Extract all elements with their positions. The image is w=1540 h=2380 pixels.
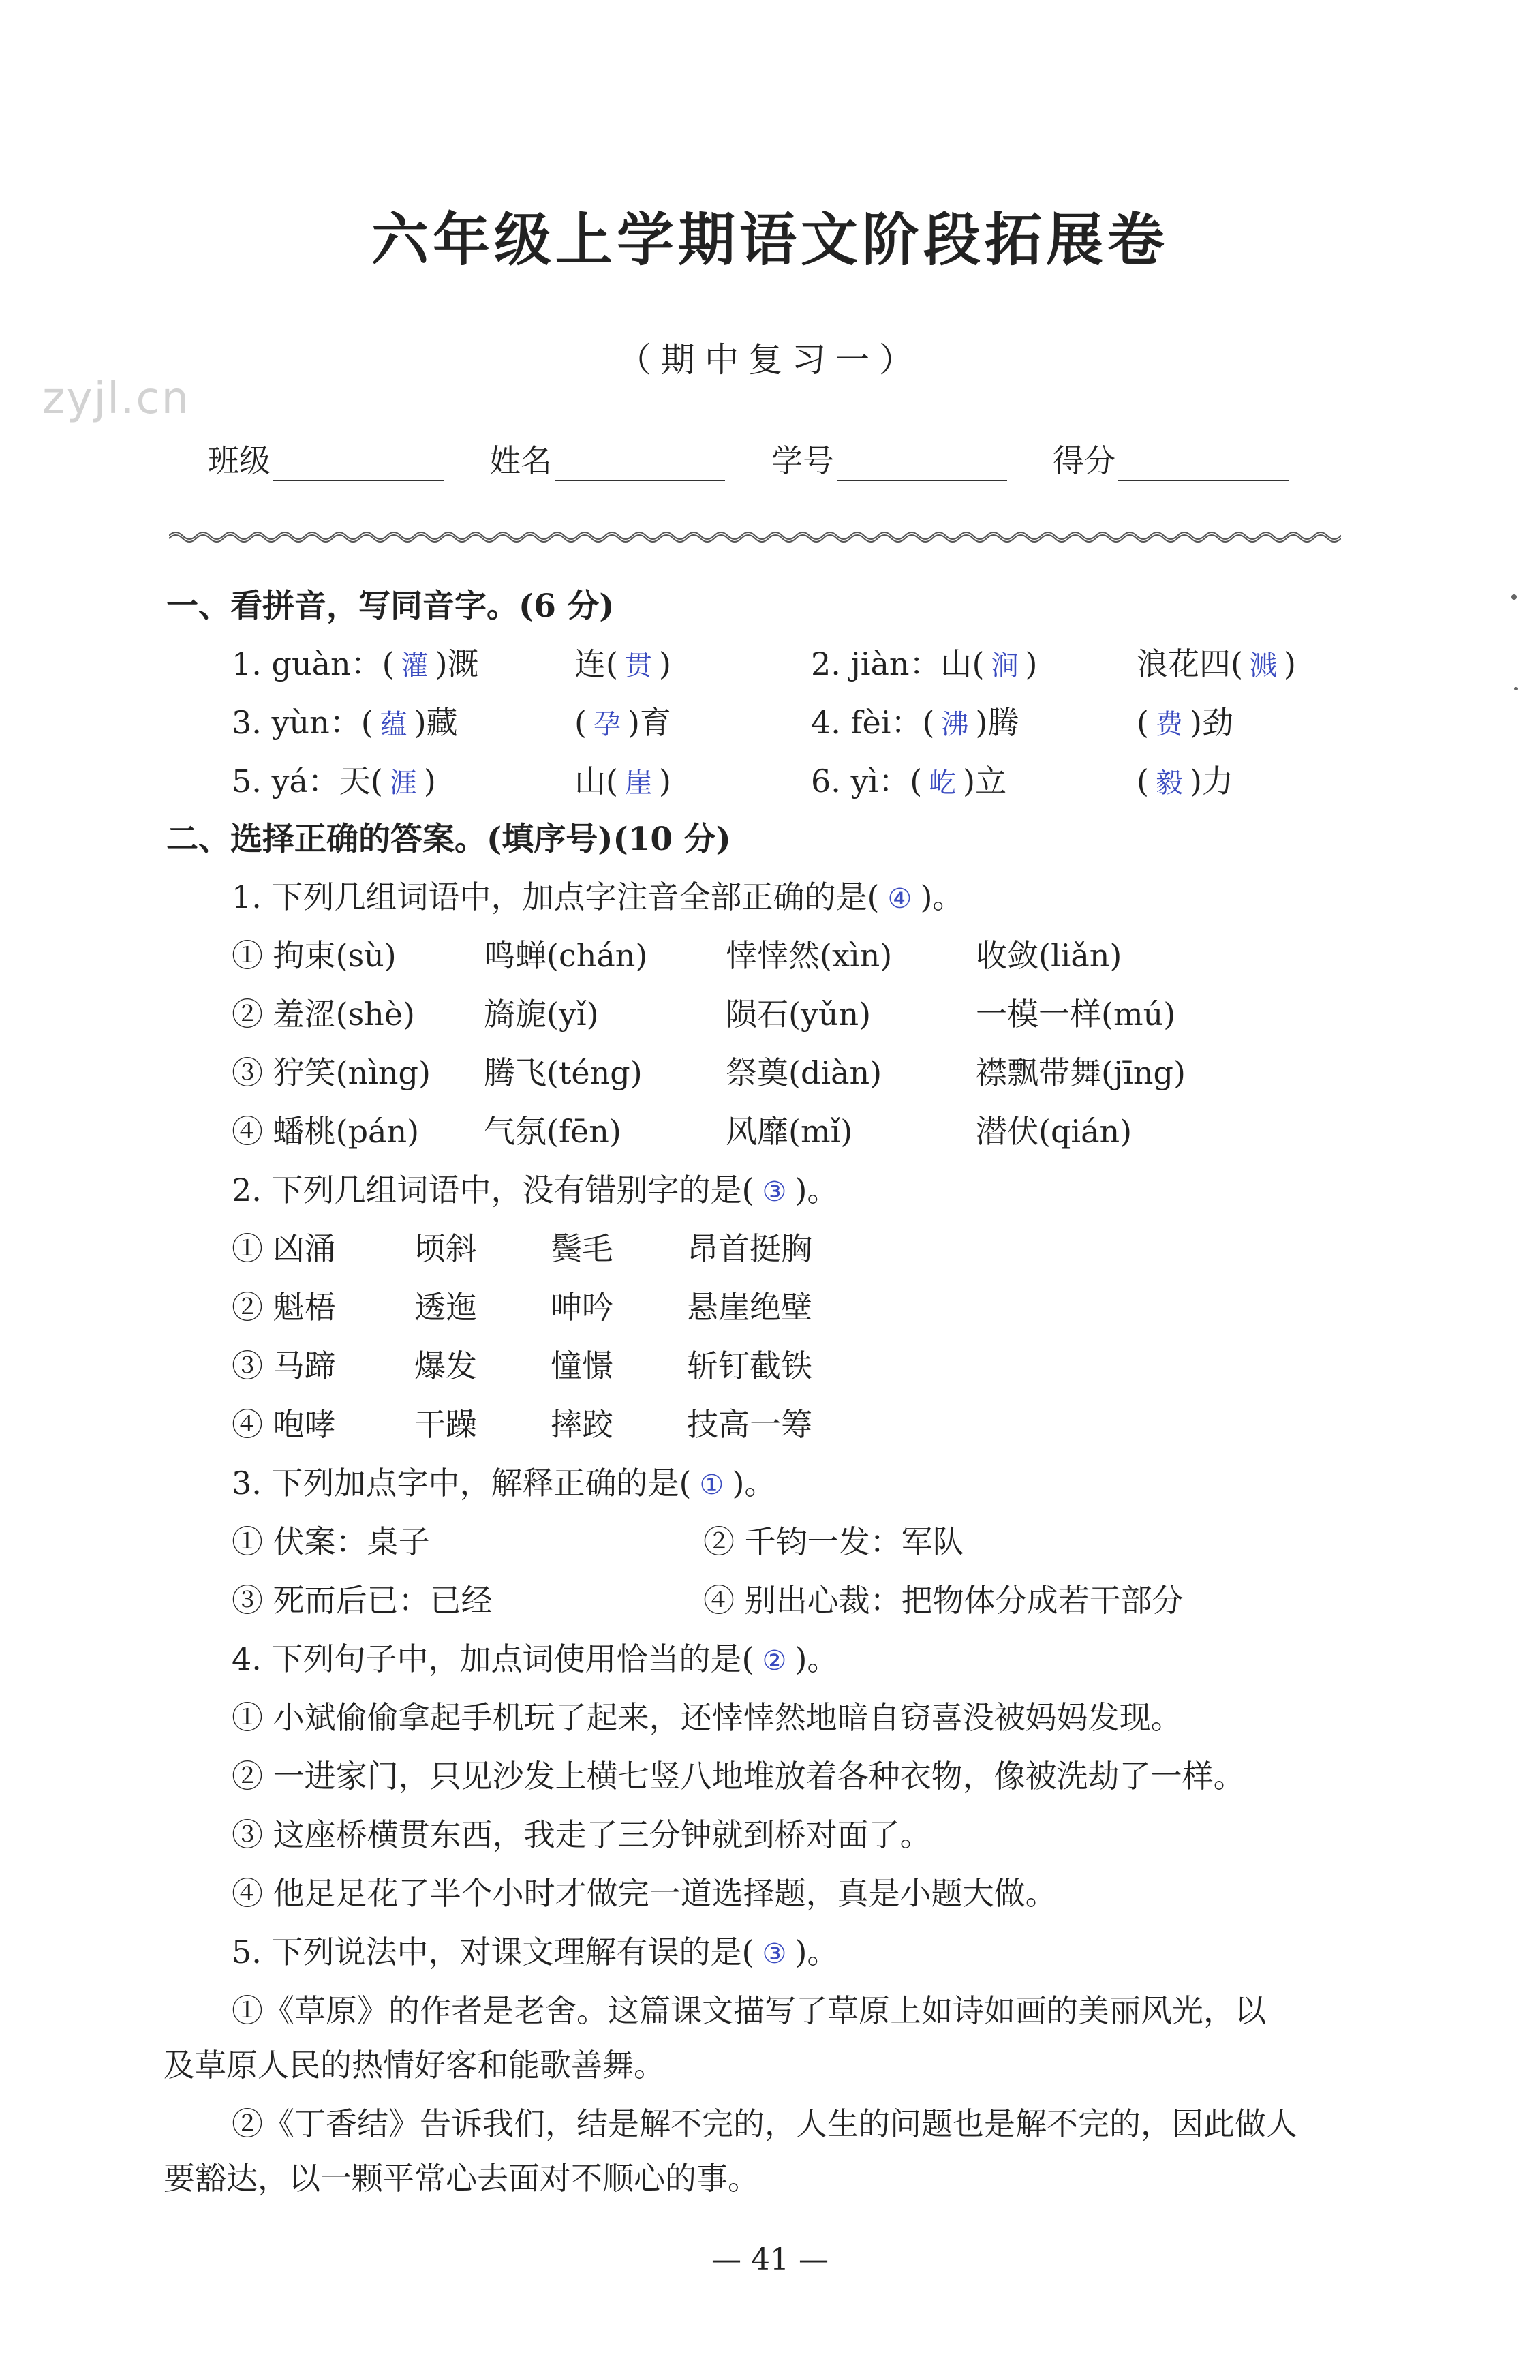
s1-item-1-a: 1. guàn：( 灌 )溉 (232, 645, 479, 682)
answer[interactable]: 孕 (593, 709, 621, 740)
q2-opt2-w2: 透迤 (414, 1289, 477, 1326)
q2-opt1-w3: 鬓毛 (551, 1230, 613, 1267)
q4-opt2: ② 一进家门，只见沙发上横七竖八地堆放着各种衣物，像被洗劫了一样。 (232, 1758, 1245, 1795)
answer[interactable]: 蕴 (380, 709, 407, 740)
q1-opt3-w1: ③ 狞笑(nìng) (232, 1054, 431, 1091)
q2-opt2-w4: 悬崖绝壁 (687, 1289, 812, 1326)
q4-opt1: ① 小斌偷偷拿起手机玩了起来，还悻悻然地暗自窃喜没被妈妈发现。 (232, 1699, 1182, 1736)
q2-opt4-w3: 摔跤 (551, 1406, 613, 1443)
q1-opt4-w2: 气氛(fēn) (484, 1113, 621, 1150)
q2-opt3-w1: ③ 马蹄 (232, 1347, 336, 1384)
answer[interactable]: 费 (1155, 709, 1183, 740)
q2-opt2-w3: 呻吟 (551, 1289, 613, 1326)
name-field[interactable]: 姓名 (489, 436, 725, 481)
q2-opt3-w4: 斩钉截铁 (687, 1347, 812, 1384)
scan-speck (1511, 594, 1517, 600)
answer[interactable]: 涯 (389, 767, 417, 799)
q4-opt3: ③ 这座桥横贯东西，我走了三分钟就到桥对面了。 (232, 1816, 931, 1853)
q1-opt2-w4: 一模一样(mú) (976, 996, 1176, 1033)
s1-item-3-a: 3. yùn：( 蕴 )藏 (232, 704, 458, 741)
q4-opt4: ④ 他足足花了半个小时才做完一道选择题，真是小题大做。 (232, 1875, 1057, 1912)
score-field[interactable]: 得分 (1053, 436, 1289, 481)
s1-item-4-b: ( 费 )劲 (1137, 704, 1233, 741)
q1-opt1-w1: ① 拘束(sù) (232, 937, 397, 974)
q2-opt1-w4: 昂首挺胸 (687, 1230, 812, 1267)
s1-item-3-b: ( 孕 )育 (574, 704, 671, 741)
q1-opt3-w2: 腾飞(téng) (484, 1054, 643, 1091)
q3-opt4: ④ 别出心裁：把物体分成若干部分 (703, 1582, 1184, 1619)
q1-opt4-w3: 风靡(mǐ) (726, 1113, 853, 1150)
answer[interactable]: ③ (762, 1938, 787, 1970)
section1-heading: 一、看拼音，写同音字。(6 分) (166, 588, 615, 625)
q1-opt1-w3: 悻悻然(xìn) (726, 937, 893, 974)
q5-stem: 5. 下列说法中，对课文理解有误的是( ③ )。 (232, 1934, 839, 1970)
q2-opt2-w1: ② 魁梧 (232, 1289, 336, 1326)
q4-stem: 4. 下列句子中，加点词使用恰当的是( ② )。 (232, 1641, 839, 1677)
q2-stem: 2. 下列几组词语中，没有错别字的是( ③ )。 (232, 1172, 839, 1208)
answer[interactable]: 涧 (991, 650, 1019, 682)
q1-opt2-w1: ② 羞涩(shè) (232, 996, 415, 1033)
q2-opt3-w3: 憧憬 (551, 1347, 613, 1384)
answer[interactable]: 沸 (941, 709, 969, 740)
answer[interactable]: 崖 (624, 767, 652, 799)
s1-item-1-b: 连( 贯 ) (574, 645, 671, 682)
answer[interactable]: 溅 (1249, 650, 1277, 682)
q2-opt4-w1: ④ 咆哮 (232, 1406, 336, 1443)
q5-para1-line1: ①《草原》的作者是老舍。这篇课文描写了草原上如诗如画的美丽风光，以 (232, 1992, 1266, 2029)
student-number-field[interactable]: 学号 (771, 436, 1007, 481)
answer[interactable]: ② (762, 1645, 787, 1677)
answer[interactable]: 贯 (624, 650, 652, 682)
q3-opt2: ② 千钧一发：军队 (703, 1523, 964, 1560)
page-subtitle: （期中复习一） (617, 340, 923, 380)
q5-para2-line2: 要豁达，以一颗平常心去面对不顺心的事。 (164, 2160, 759, 2197)
page-title: 六年级上学期语文阶段拓展卷 (371, 206, 1169, 273)
q2-opt4-w4: 技高一筹 (687, 1406, 812, 1443)
q1-opt4-w1: ④ 蟠桃(pán) (232, 1113, 420, 1150)
s1-item-5-a: 5. yá：天( 涯 ) (232, 763, 436, 799)
q1-opt4-w4: 潜伏(qián) (976, 1113, 1133, 1150)
q1-opt2-w3: 陨石(yǔn) (726, 996, 872, 1033)
q2-opt1-w2: 顷斜 (414, 1230, 477, 1267)
q2-opt3-w2: 爆发 (414, 1347, 477, 1384)
answer[interactable]: 屹 (929, 767, 957, 799)
q1-stem: 1. 下列几组词语中，加点字注音全部正确的是( ④ )。 (232, 879, 964, 915)
section2-heading: 二、选择正确的答案。(填序号)(10 分) (166, 821, 731, 858)
class-field[interactable]: 班级 (208, 436, 444, 481)
answer[interactable]: ③ (762, 1176, 787, 1208)
s1-item-2-b: 浪花四( 溅 ) (1137, 645, 1296, 682)
q1-opt1-w2: 鸣蝉(chán) (484, 937, 648, 974)
q2-opt1-w1: ① 凶涌 (232, 1230, 336, 1267)
q1-opt3-w4: 襟飘带舞(jīng) (976, 1054, 1186, 1091)
watermark: zyjl.cn (42, 373, 191, 424)
scan-speck (1514, 687, 1518, 690)
s1-item-6-b: ( 毅 )力 (1137, 763, 1233, 799)
s1-item-2-a: 2. jiàn：山( 涧 ) (811, 645, 1038, 682)
s1-item-4-a: 4. fèi：( 沸 )腾 (811, 704, 1019, 741)
q5-para2-line1: ②《丁香结》告诉我们，结是解不完的，人生的问题也是解不完的，因此做人 (232, 2105, 1297, 2142)
answer[interactable]: 灌 (401, 650, 429, 682)
answer[interactable]: 毅 (1155, 767, 1183, 799)
q1-opt1-w4: 收敛(liǎn) (976, 937, 1122, 974)
answer[interactable]: ④ (887, 883, 912, 915)
page-number: — 41 — (711, 2242, 829, 2277)
s1-item-5-b: 山( 崖 ) (574, 763, 671, 799)
s1-item-6-a: 6. yì：( 屹 )立 (811, 763, 1007, 799)
q1-opt3-w3: 祭奠(diàn) (726, 1054, 882, 1091)
q5-para1-line2: 及草原人民的热情好客和能歌善舞。 (164, 2047, 665, 2084)
answer[interactable]: ① (699, 1469, 724, 1501)
q1-opt2-w2: 旖旎(yǐ) (484, 996, 599, 1033)
q2-opt4-w2: 干躁 (414, 1406, 477, 1443)
wavy-divider (169, 528, 1341, 543)
q3-opt1: ① 伏案：桌子 (232, 1523, 430, 1560)
q3-opt3: ③ 死而后已：已经 (232, 1582, 493, 1619)
q3-stem: 3. 下列加点字中，解释正确的是( ① )。 (232, 1465, 776, 1501)
